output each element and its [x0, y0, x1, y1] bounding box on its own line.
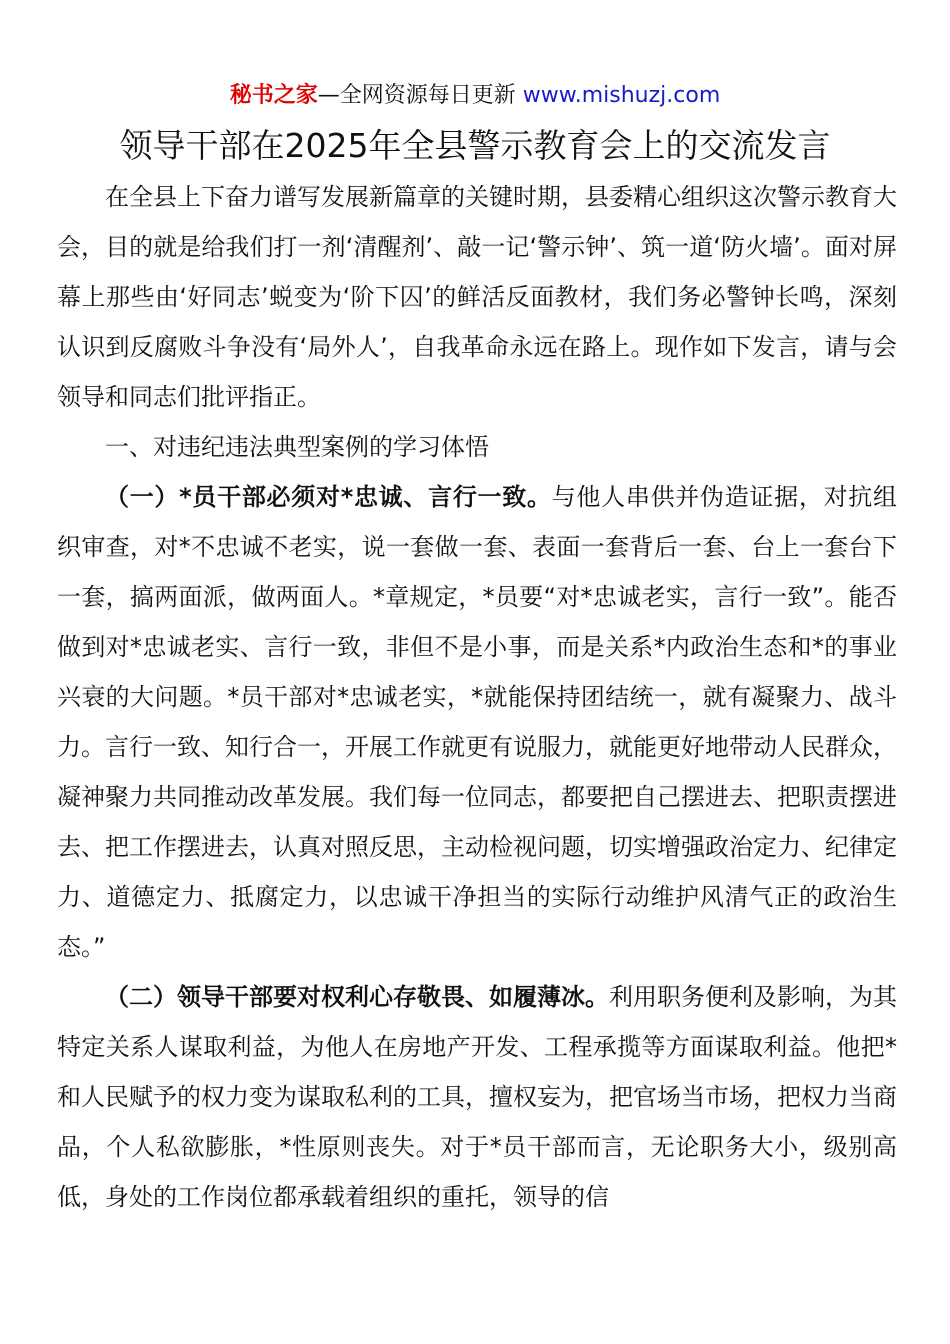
site-tagline: —全网资源每日更新: [317, 83, 516, 108]
site-url-link[interactable]: www.mishuzj.com: [522, 83, 721, 108]
document-body: [57, 172, 897, 1222]
site-brand: 秘书之家: [229, 83, 318, 108]
point-2-body: 利用职务便利及影响，为其特定关系人谋取利益，为他人在房地产开发、工程承揽等方面谋取利益。他把*和人民赋予的权力变为谋取私利的工具，擅权妄为，把官场当市场，把权力当商品，个人私欲膨胀，*性原则丧失。对于*员干部而言，无论职务大小，级别高低，身处的工作岗位都承载着组织的重托，领导的信: [57, 983, 897, 1211]
section-heading: 一、对违纪违法典型案例的学习体悟: [105, 433, 489, 461]
point-1-paragraph: [57, 472, 897, 972]
intro-paragraph: 在全县上下奋力谱写发展新篇章的关键时期，县委精心组织这次警示教育大会，目的就是给我们打一剂‘清醒剂’、敲一记‘警示钟’、筑一道‘防火墙’。面对屏幕上那些由‘好同志’蜕变为‘阶下囚’的鲜活反面教材，我们务必警钟长鸣，深刻认识到反腐败斗争没有‘局外人’，自我革命永远在路上。现作如下发言，请与会领导和同志们批评指正。: [57, 183, 897, 411]
point-1-heading: （一）*员干部必须对*忠诚、言行一致。: [105, 483, 552, 511]
point-2-heading: （二）领导干部要对权利心存敬畏、如履薄冰。: [105, 983, 609, 1011]
document-title: 领导干部在2025年全县警示教育会上的交流发言: [119, 126, 831, 165]
site-header: [0, 80, 950, 112]
point-1-body: 与他人串供并伪造证据，对抗组织审查，对*不忠诚不老实，说一套做一套、表面一套背后一套、台上一套台下一套，搞两面派，做两面人。*章规定，*员要“对*忠诚老实，言行一致”。能否做到对*忠诚老实、言行一致，非但不是小事，而是关系*内政治生态和*的事业兴衰的大问题。*员干部对*忠诚老实，*就能保持团结统一，就有凝聚力、战斗力。言行一致、知行合一，开展工作就更有说服力，就能更好地带动人民群众，凝神聚力共同推动改革发展。我们每一位同志，都要把自己摆进去、把职责摆进去、把工作摆进去，认真对照反思，主动检视问题，切实增强政治定力、纪律定力、道德定力、抵腐定力，以忠诚干净担当的实际行动维护风清气正的政治生态。”: [57, 483, 898, 961]
point-2-paragraph: [57, 972, 897, 1222]
